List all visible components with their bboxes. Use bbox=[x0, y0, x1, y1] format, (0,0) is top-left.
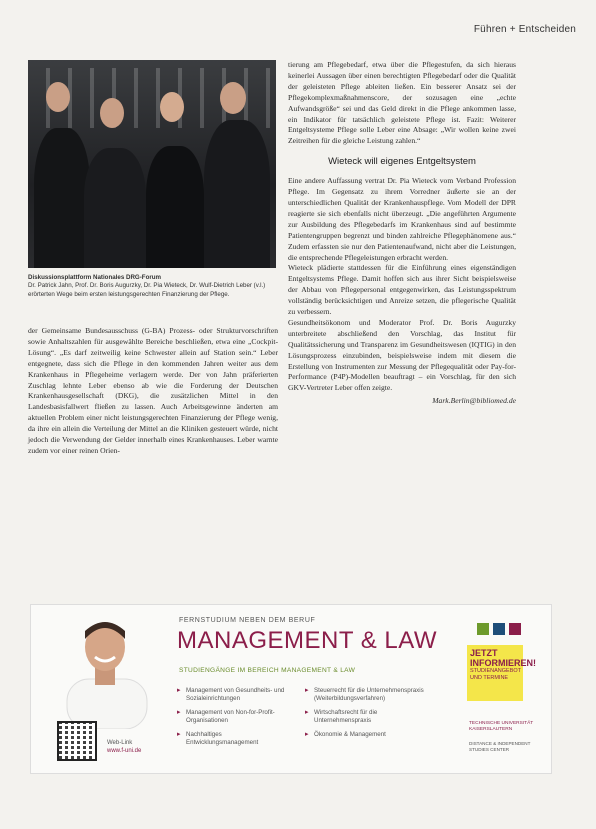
article-intro: tierung am Pflegebedarf, etwa über die Pflegestufen, da sich hieraus keinerlei Aussagen über einen berechtigten Pflegebedarf oder die Qualität der geleisteten Pflege ableiten ließen. Ein besserer Ansatz sei der Pflegekomplexmaßnahmenscore, der sozusagen eine „echte Aufwandsgröße“ sei und das Geld direkt in die Pflege ankommen lasse, ein Indikator für tatsächlich geleistete Pflege ist. Fazit: Weiterer Entgeltsysteme Pflege solle Leber eine Absage: „Wir wollen keine zwei Zeitreihen für die gleiche Leistung zahlen.“ bbox=[288, 60, 516, 146]
person-2 bbox=[84, 148, 146, 268]
program-item[interactable]: ▸ Management von Gesundheits- und Sozialeinrichtungen bbox=[177, 687, 295, 703]
person-1-head bbox=[46, 82, 70, 112]
ad-url-block bbox=[107, 739, 141, 755]
color-square-blue bbox=[493, 623, 505, 635]
person-4 bbox=[204, 120, 270, 268]
section-header: Führen + Entscheiden bbox=[473, 24, 576, 35]
caption-text: Dr. Patrick Jahn, Prof. Dr. Boris Augurzky, Dr. Pia Wieteck, Dr. Wulf-Dietrich Leber (v.l.) erörterten Wege beim ersten leistungsgerechten Finanzierung der Pflege. bbox=[28, 282, 266, 298]
article-column-right bbox=[288, 60, 516, 407]
photo-caption bbox=[28, 274, 278, 299]
info-badge-heading: JETZT INFORMIEREN! bbox=[470, 648, 536, 668]
ad-title: MANAGEMENT & LAW bbox=[177, 627, 438, 654]
caption-title: Diskussionsplattform Nationales DRG-Forum bbox=[28, 274, 162, 281]
program-list-right bbox=[305, 687, 429, 745]
program-item[interactable]: ▸ Steuerrecht für die Unternehmenspraxis (Weiterbildungsverfahren) bbox=[305, 687, 429, 703]
subheading: Wieteck will eigenes Entgeltsystem bbox=[328, 156, 476, 168]
person-1 bbox=[34, 128, 90, 268]
color-square-red bbox=[509, 623, 521, 635]
program-item[interactable]: ▸ Ökonomie & Management bbox=[305, 731, 429, 739]
smiling-man-photo bbox=[59, 613, 151, 729]
university-name: TECHNISCHE UNIVERSITÄT KAISERSLAUTERN bbox=[469, 721, 534, 732]
article-paragraph-3: Gesundheitsökonom und Moderator Prof. Dr. Boris Augurzky unterbreitete abschließend den Vorschlag, das Institut für Qualitätssicherung und Transparenz im Gesundheitswesen (IQTIG) in den Lösungsprozess einzubinden, beispielsweise indem mit diesem die Erstellung von Instrumenten zur Messung der Pflegequalität oder Pay-for-Performance (P4P)-Modellen beauftragt – ein Vorschlag, für den sich GKV-Vertreter Leber offen zeigte. bbox=[288, 317, 516, 393]
info-badge-subtext: STUDIENANGEBOT UND TERMINE bbox=[470, 668, 521, 681]
program-item[interactable]: ▸ Management von Non-for-Profit-Organisationen bbox=[177, 709, 295, 725]
color-square-green bbox=[477, 623, 489, 635]
info-badge[interactable] bbox=[467, 645, 536, 701]
ad-subtitle: STUDIENGÄNGE IM BEREICH MANAGEMENT & LAW bbox=[179, 667, 356, 674]
person-3 bbox=[146, 146, 204, 268]
person-3-head bbox=[160, 92, 184, 122]
article-paragraph-1: Eine andere Auffassung vertrat Dr. Pia Wieteck vom Verband Profession Pflege. Im Gegensatz zu ihrem Vorredner äußerte sie an der unterschiedlichen Qualität der Krankenhauspflege. Vom Modell der DPR reagierte sie sich ebenfalls nicht überzeugt. „Die angeführten Argumente zur Ausbildung des Pflegebedarfs im Krankenhaus sind auf bestimmte Patientengruppen begrenzt und binden zahlreiche Pflegephänomene aus.“ Zudem erfassten sie nur den Patientenaufwand, nicht aber die Leistungen, die entsprechende Pflegeleistungen erbracht werden. bbox=[288, 176, 516, 262]
panel-photo bbox=[28, 60, 276, 268]
program-list-left bbox=[177, 687, 295, 753]
ad-tagline: FERNSTUDIUM NEBEN DEM BERUF bbox=[179, 617, 316, 624]
article-column-left: der Gemeinsame Bundesausschuss (G-BA) Prozess- oder Strukturvorschriften sowie Anhaltszahlen für ausgewählte Bereiche beschließen, etwa eine „Cockpit-Lösung“. „Es darf zeitweilig keine Schwester allein auf Station sein.“ Leber entgegnete, dass sich die Pflege in den kommenden Jahren weiter aus dem Krankenhaus in Pflegeheime verlagern werde. Der von Jahn präferierten Zuschlag lehnte Leber ebenso ab wie die Forderung der Deutschen Krankenhausgesellschaft (DKG), die zusätzlichen Mittel in den Landesbasisfallwert fließen zu lassen. Auch Arbeitsgewinne änderten am aktuellen Problem einer nicht leistungsgerechten Finanzierung der Pflege wenig, da ihre ein allein die Verteilung der Mittel an die Kliniken gesteuert würde, nicht jedoch die Verwendung der Gelder innerhalb eines Krankenhauses. Leber warnte zudem vor einer reinen Orien- bbox=[28, 326, 278, 455]
ad-url-link[interactable]: www.f-uni.de bbox=[107, 748, 142, 754]
person-4-head bbox=[220, 82, 246, 114]
author-email: Mark.Berlin@bibliomed.de bbox=[432, 396, 516, 406]
program-item[interactable]: ▸ Nachhaltiges Entwicklungsmanagement bbox=[177, 731, 295, 747]
advertisement bbox=[30, 604, 552, 774]
article-paragraph-2: Wieteck plädierte stattdessen für die Einführung eines eigenständigen Entgeltsystems Pflege. Damit hoffen sich aus ihrer Sicht beispielsweise der Abbau von Pflegepersonal entgegenwirken, das Leistungsspektrum vollständig berücksichtigen und Anreize setzen, die pflegerische Qualität zu verbessern. bbox=[288, 263, 516, 317]
qr-code-icon[interactable] bbox=[57, 721, 97, 761]
web-link-label: Web-Link bbox=[107, 740, 133, 746]
university-subtitle: DISTANCE & INDEPENDENT STUDIES CENTER bbox=[469, 741, 531, 752]
person-2-head bbox=[100, 98, 124, 128]
program-item[interactable]: ▸ Wirtschaftsrecht für die Unternehmenspraxis bbox=[305, 709, 429, 725]
